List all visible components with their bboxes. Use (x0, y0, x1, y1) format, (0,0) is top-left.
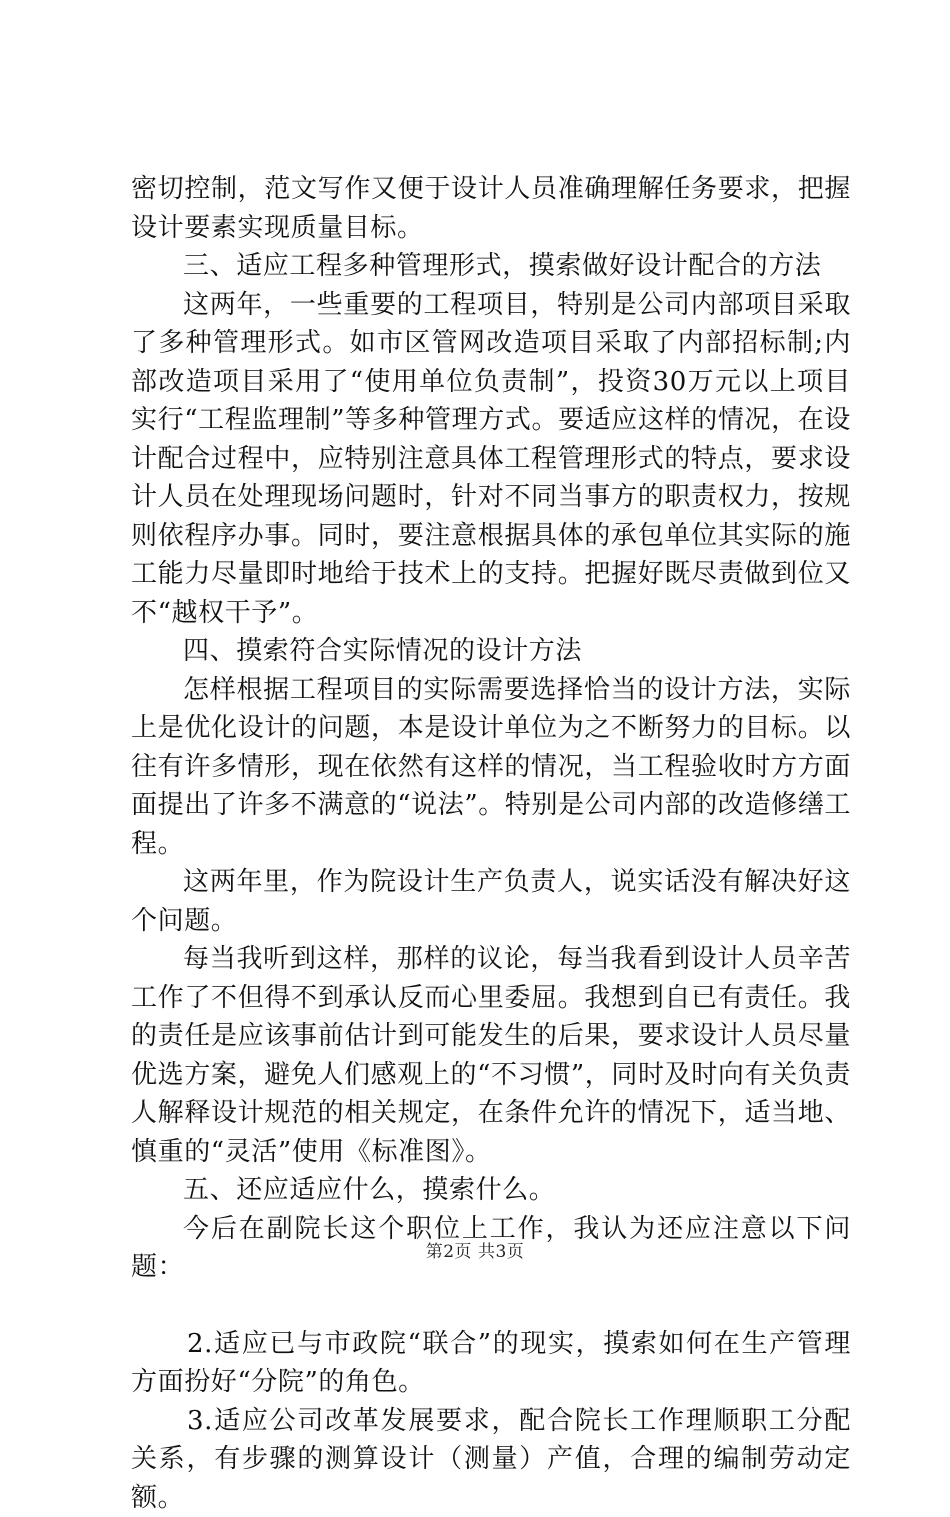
paragraph-continuation: 密切控制，范文写作又便于设计人员准确理解任务要求，把握设计要素实现质量目标。 (131, 170, 851, 247)
paragraph: 这两年里，作为院设计生产负责人，说实话没有解决好这个问题。 (131, 863, 851, 940)
section-heading-3: 三、适应工程多种管理形式，摸索做好设计配合的方法 (131, 247, 851, 286)
document-body (131, 170, 851, 1517)
list-item: 3.适应公司改革发展要求，配合院长工作理顺职工分配关系，有步骤的测算设计（测量）产值，合理的编制劳动定额。 (131, 1402, 851, 1517)
paragraph: 怎样根据工程项目的实际需要选择恰当的设计方法，实际上是优化设计的问题，本是设计单位为之不断努力的目标。以往有许多情形，现在依然有这样的情况，当工程验收时方方面面提出了许多不满意的“说法”。特别是公司内部的改造修缮工程。 (131, 671, 851, 864)
section-heading-5: 五、还应适应什么，摸索什么。 (131, 1171, 851, 1210)
paragraph: 今后在副院长这个职位上工作，我认为还应注意以下问题： (131, 1210, 851, 1287)
paragraph: 每当我听到这样，那样的议论，每当我看到设计人员辛苦工作了不但得不到承认反而心里委屈。我想到自已有责任。我的责任是应该事前估计到可能发生的后果，要求设计人员尽量优选方案，避免人们感观上的“不习惯”，同时及时向有关负责人解释设计规范的相关规定，在条件允许的情况下，适当地、慎重的“灵活”使用《标准图》。 (131, 940, 851, 1171)
page-footer: 第2页 共3页 (0, 1237, 950, 1262)
list-item: 2.适应已与市政院“联合”的现实，摸索如何在生产管理方面扮好“分院”的角色。 (131, 1325, 851, 1402)
paragraph: 这两年，一些重要的工程项目，特别是公司内部项目采取了多种管理形式。如市区管网改造项目采取了内部招标制;内部改造项目采用了“使用单位负责制”，投资30万元以上项目实行“工程监理制”等多种管理方式。要适应这样的情况，在设计配合过程中，应特别注意具体工程管理形式的特点，要求设计人员在处理现场问题时，针对不同当事方的职责权力，按规则依程序办事。同时，要注意根据具体的承包单位其实际的施工能力尽量即时地给于技术上的支持。把握好既尽责做到位又不“越权干予”。 (131, 286, 851, 633)
section-heading-4: 四、摸索符合实际情况的设计方法 (131, 632, 851, 671)
blank-line (131, 1287, 851, 1325)
